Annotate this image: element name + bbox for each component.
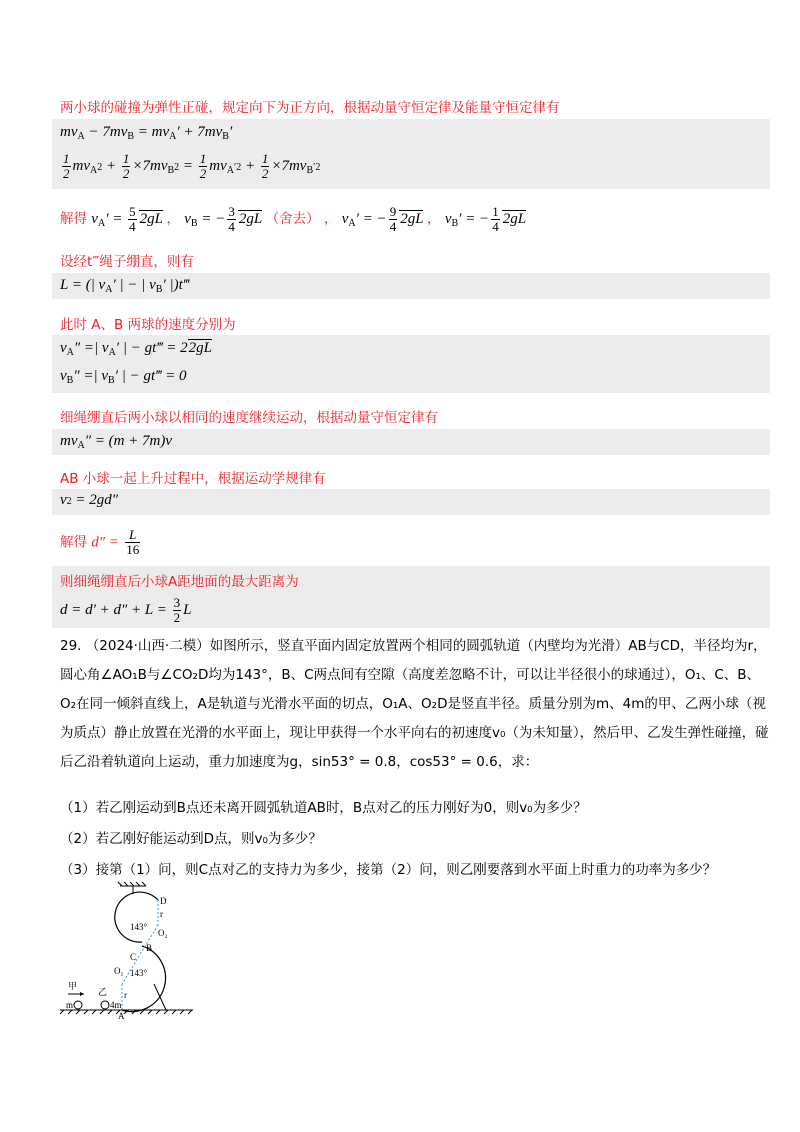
solve-prefix: 解得	[60, 210, 87, 227]
label-d: D	[160, 896, 167, 906]
problem-29	[60, 632, 770, 777]
arc-ab	[122, 946, 166, 1012]
discard-note: （舍去）	[265, 210, 320, 227]
arc-cd	[115, 892, 158, 942]
label-r-bottom: r	[124, 990, 127, 1000]
max-intro: 则细绳绷直后小球A距地面的最大距离为	[60, 574, 299, 590]
vb-equation: $v_B''$ =| $v_B'$ | − gt‴ = 0	[60, 368, 187, 386]
question-1: （1）若乙刚运动到B点还未离开圆弧轨道AB时，B点对乙的压力刚好为0，则v₀为多少？	[60, 800, 587, 816]
solve-line: 解得 $v_A'$ = $\frac{5}{4}$ 2gL ， $v_B$ = − $\frac{3}{4}$ 2gL （舍去） ， $v_A'$ = − $\frac{9}{4}$ 2gL ， $v_B'$ = − $\frac{1}{4}$ 2gL	[60, 204, 527, 234]
label-jia: 甲	[68, 981, 78, 991]
rise-intro: AB 小球一起上升过程中，根据运动学规律有	[60, 471, 326, 487]
d2-solve: 解得 d″ = $\frac{L}{16}$	[60, 527, 140, 557]
label-b: B	[146, 943, 153, 953]
speeds-intro: 此时 A、B 两球的速度分别为	[60, 317, 236, 333]
collision-intro: 两小球的碰撞为弹性正碰，规定向下为正方向，根据动量守恒定律及能量守恒定律有	[60, 100, 560, 116]
after-intro: 细绳绷直后两小球以相同的速度继续运动，根据动量守恒定律有	[60, 410, 438, 426]
va-equation: $v_A''$ =| $v_A'$ | − gt‴ = 22gL	[60, 340, 213, 358]
label-a: A	[118, 1011, 125, 1020]
d2-prefix: 解得	[60, 534, 87, 551]
label-o1: O₁	[114, 966, 124, 976]
question-3: （3）接第（1）问，则C点对乙的支持力为多少，接第（2）问，则乙刚要落到水平面上时重力的功率为多少？	[60, 862, 717, 878]
problem-text: 如图所示，竖直平面内固定放置两个相同的圆弧轨道（内壁均为光滑）AB与CD，半径均为r，圆心角∠AO₁B与∠CO₂D均为143°，B、C两点间有空隙（高度差忽略不计，可以让半径很小的球通过），O₁、C、B、O₂在同一倾斜直线上，A是轨道与光滑水平面的切点，O₁A、O₂D是竖直半径。质量分别为m、4m的甲、乙两小球（视为质点）静止放置在光滑的水平面上，现让甲获得一个水平向右的初速度v₀（为未知量），然后甲、乙发生弹性碰撞，碰后乙沿着轨道向上运动，重力加速度为g，sin53° = 0.8，cos53° = 0.6，求：	[60, 638, 769, 770]
problem-source: （2024·山西·二模）	[85, 638, 210, 654]
momentum-equation: $mv_A - 7mv_B = mv_A' + 7mv_B'$	[60, 124, 233, 142]
arrow-head	[80, 992, 84, 996]
label-yi: 乙	[98, 987, 108, 997]
ball-yi	[101, 1001, 109, 1009]
track-figure	[58, 880, 198, 1020]
label-4m: 4m	[110, 1000, 122, 1010]
ball-jia	[74, 1001, 82, 1009]
question-2: （2）若乙刚好能运动到D点，则v₀为多少？	[60, 831, 322, 847]
dashed-lines	[122, 900, 158, 1010]
rise-equation: v2 = 2gd″	[60, 492, 119, 508]
label-m: m	[66, 1000, 74, 1010]
max-equation: d = d′ + d″ + L = $\frac{3}{2}$ L	[60, 595, 192, 625]
rope-equation: L = (| $v_A'$ | − | $v_B'$ |)t‴	[60, 277, 190, 295]
after-equation: $mv_A'' = (m + 7m)v$	[60, 433, 173, 451]
rope-intro: 设经t‴绳子绷直，则有	[60, 254, 194, 270]
label-angle-top: 143°	[130, 922, 148, 932]
equation-band-5	[52, 489, 770, 515]
label-angle-bottom: 143°	[130, 968, 148, 978]
problem-number: 29.	[60, 638, 82, 654]
label-r-top: r	[160, 909, 163, 919]
label-c: C	[130, 952, 137, 962]
energy-equation: $\frac{1}{2}$ $mv_A2$ + $\frac{1}{2}$ $\times 7mv_B2$ = $\frac{1}{2}$ $mv_A'2$ + $\frac{1}{2}$ $\times 7mv_B'2$	[63, 151, 321, 181]
label-o2: O₂	[158, 928, 168, 938]
